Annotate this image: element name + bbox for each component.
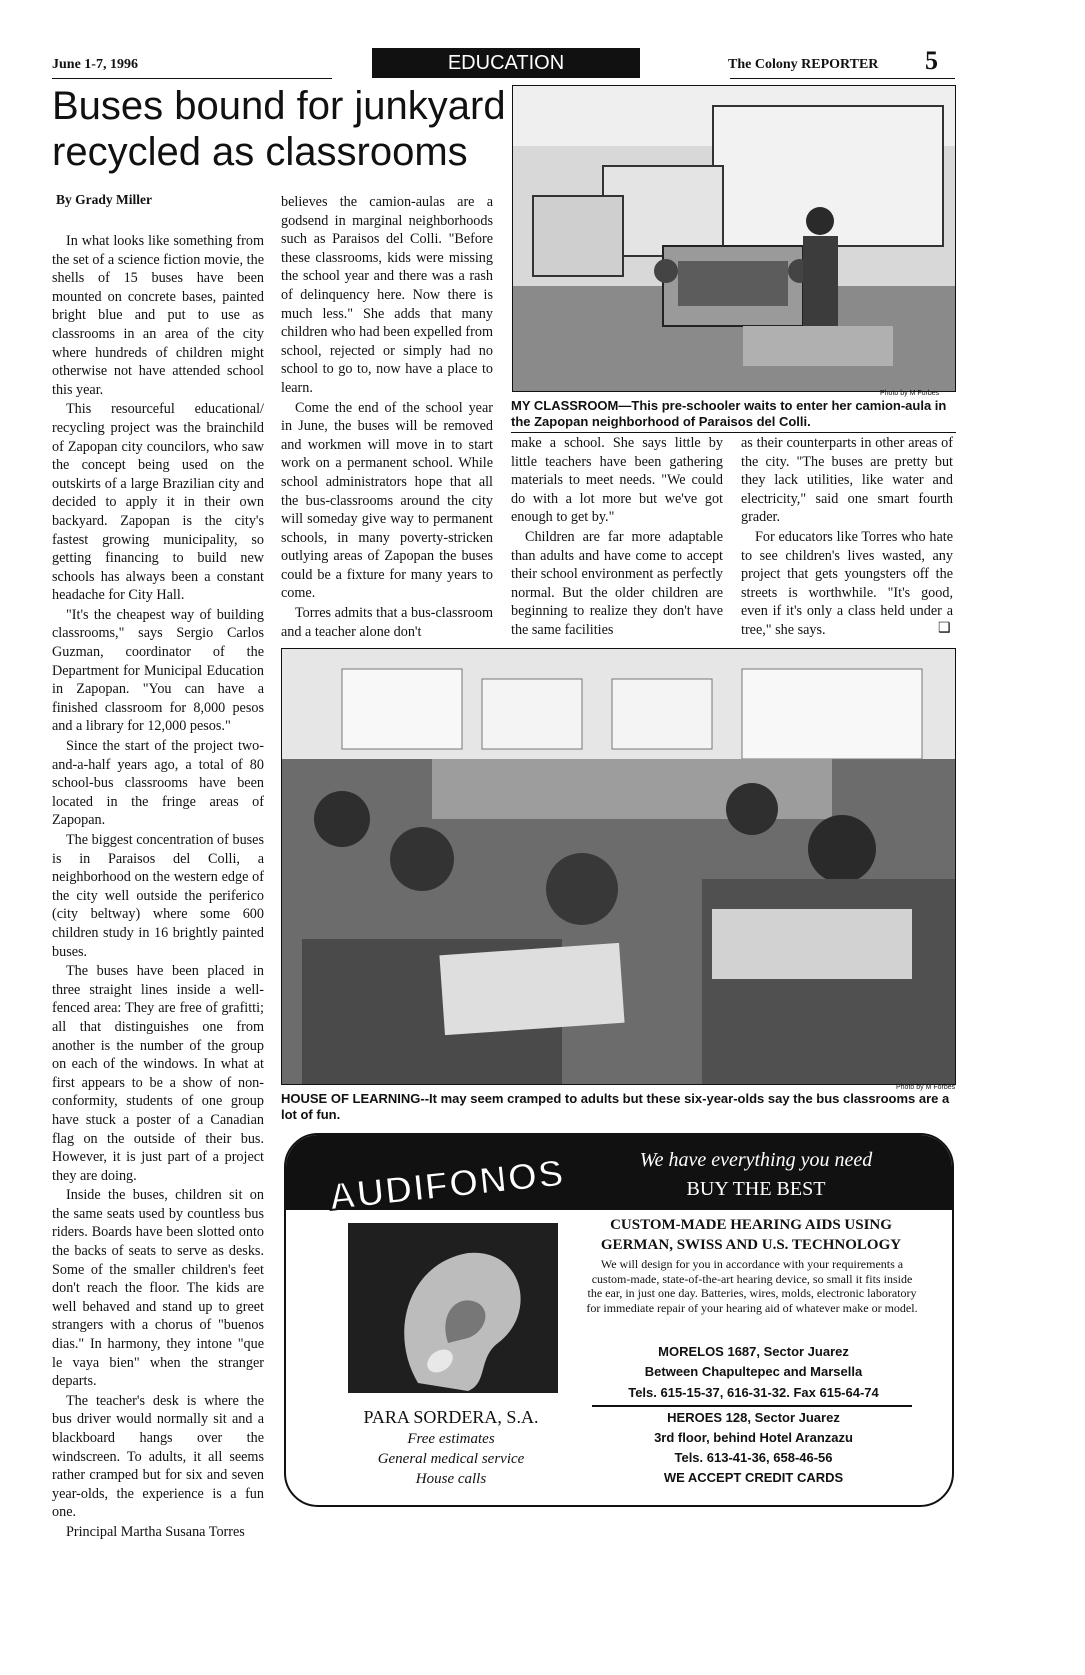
paragraph: In what looks like something from the set of a science fiction movie, the shells of 15 buses have been mounted on concrete bases, painted bright blue and put to use as classrooms in an area of the city where hundreds of children might otherwise not have attended school this year. bbox=[52, 233, 264, 398]
paragraph: This resourceful educational/ recycling project was the brainchild of Zapopan city councilors, who saw the concept being used on the outskirts of a large Brazilian city and decided to apply it in their own backyard. Zapopan is the city's fastest growing municipality, so getting financing to build new schools has always been a constant headache for City Hall. bbox=[52, 401, 264, 604]
photo1-caption: MY CLASSROOM—This pre-schooler waits to enter her camion-aula in the Zapopan neighborhood of Paraisos del Colli. bbox=[511, 398, 947, 429]
paragraph: as their counterparts in other areas of the city. "The buses are pretty but they lack utilities, like water and electricity," said one smart fourth grader. bbox=[741, 435, 953, 526]
paragraph: The buses have been placed in three straight lines inside a well-fenced area: They are free of grafitti; all that distinguishes one from another is the number of the group on each of the windows. In what at first appears to be a show of non-conformity, students of one group have stuck a poster of a Canadian flag on the outside of their bus. However, it is just part of a project they are doing. bbox=[52, 963, 264, 1184]
article-column-2 bbox=[281, 193, 493, 640]
ear-image bbox=[348, 1223, 558, 1393]
ad-address-1-line-2: Between Chapultepec and Marsella bbox=[644, 1364, 863, 1379]
page-number: 5 bbox=[925, 46, 938, 75]
article-column-3 bbox=[511, 434, 723, 642]
paper-name: The Colony REPORTER bbox=[728, 57, 879, 72]
paragraph: Children are far more adaptable than adults and have come to accept their school environment as perfectly normal. But the older children are beginning to realize they don't have the same facilities bbox=[511, 528, 723, 638]
bus-photo-drawing bbox=[513, 86, 955, 391]
ad-body: We will design for you in accordance with your requirements a custom-made, state-of-the-art hearing device, so small it fits inside the ear, in just one day. Batteries, wires, molds, electronic laboratory for immediate repair of your hearing aid of whatever make or model. bbox=[586, 1257, 918, 1315]
paragraph: Since the start of the project two-and-a-half years ago, a total of 80 school-bus classrooms have been located in the fringe areas of Zapopan. bbox=[52, 738, 264, 829]
ad-address-2-line-2: 3rd floor, behind Hotel Aranzazu bbox=[654, 1430, 853, 1445]
ad-heading-2: GERMAN, SWISS AND U.S. TECHNOLOGY bbox=[600, 1237, 902, 1253]
ad-address-2-line-1: HEROES 128, Sector Juarez bbox=[667, 1410, 840, 1425]
header-rule bbox=[52, 78, 332, 79]
paragraph: make a school. She says little by little teachers have been gathering materials to meet needs. "We could do with a lot more but we've got enough to get by." bbox=[511, 435, 723, 526]
photo2-caption: HOUSE OF LEARNING--It may seem cramped to adults but these six-year-olds say the bus classrooms are a lot of fun. bbox=[281, 1091, 950, 1122]
ad-buy-best: BUY THE BEST bbox=[686, 1178, 826, 1200]
hearing-aid-advertisement bbox=[284, 1133, 954, 1507]
ad-service-3: House calls bbox=[415, 1471, 487, 1487]
paragraph: believes the camion-aulas are a godsend in marginal neighborhoods such as Paraisos del Colli. "Before these classrooms, kids were missing the school year and there was a rash of delinquency here. Now there is much less." She adds that many children who had been expelled from school, rejected or simply had no school to go to, now have a place to learn. bbox=[281, 194, 493, 396]
paragraph: Principal Martha Susana Torres bbox=[66, 1523, 245, 1540]
classroom-photo bbox=[281, 648, 956, 1085]
ad-service-2: General medical service bbox=[377, 1451, 525, 1467]
ad-service-1: Free estimates bbox=[407, 1431, 495, 1447]
end-mark-icon: ❑ bbox=[938, 621, 951, 636]
ad-address-2-line-3: Tels. 613-41-36, 658-46-56 bbox=[674, 1450, 833, 1465]
bus-photo bbox=[512, 85, 956, 392]
paragraph: Torres admits that a bus-classroom and a teacher alone don't bbox=[281, 605, 493, 640]
ad-address-1-line-1: MORELOS 1687, Sector Juarez bbox=[658, 1344, 849, 1359]
page-date: June 1-7, 1996 bbox=[52, 57, 138, 72]
paragraph: The biggest concentration of buses is in Paraisos del Colli, a neighborhood on the western edge of the city well outside the periferico (city beltway) where some 600 children study in 16 brightly painted buses. bbox=[52, 832, 264, 960]
byline: By Grady Miller bbox=[56, 192, 152, 207]
ad-company: PARA SORDERA, S.A. bbox=[363, 1407, 539, 1427]
classroom-photo-drawing bbox=[282, 649, 955, 1084]
article-column-4 bbox=[741, 434, 953, 642]
ad-address-1-line-3: Tels. 615-15-37, 616-31-32. Fax 615-64-74 bbox=[628, 1385, 879, 1400]
ad-address-2-line-4: WE ACCEPT CREDIT CARDS bbox=[663, 1470, 844, 1485]
photo1-credit: Photo by M Forbes bbox=[880, 390, 940, 397]
paragraph: Inside the buses, children sit on the same seats used by countless bus riders. Boards have been slotted onto the backs of seats to serve as desks. Some of the smaller children's feet don't reach the floor. The kids are well behaved and stand up to greet strangers with a chorus of "buenos dias." In harmony, they intone "que le vaya bien" when the stranger departs. bbox=[52, 1187, 264, 1390]
header-rule-right bbox=[730, 78, 955, 79]
paragraph: Come the end of the school year in June, the buses will be removed and workmen will move in to start work on a permanent school. While school administrators hope that all the bus-classrooms around the city will someday give way to permanent schools, in many poverty-stricken outlying areas of Zapopan the buses could be a fixture for many years to come. bbox=[281, 399, 493, 602]
headline-line-2: recycled as classrooms bbox=[52, 130, 468, 174]
headline-line-1: Buses bound for junkyard bbox=[52, 84, 506, 128]
paragraph: For educators like Torres who hate to see children's lives wasted, any project that gets youngsters off the streets is worthwhile. "It's good, even if it's only a class held under a tree," she says. bbox=[741, 528, 953, 638]
section-banner: EDUCATION bbox=[372, 48, 640, 78]
ad-divider bbox=[592, 1405, 912, 1407]
ad-slogan: We have everything you need bbox=[639, 1149, 873, 1171]
ad-logo: AUDIFONOS bbox=[326, 1152, 567, 1219]
paragraph: The teacher's desk is where the bus driver would normally sit and a blackboard hangs over the windscreen. To adults, it all seems rather cramped but for six and seven year-olds, the experience is a fun one. bbox=[52, 1392, 264, 1521]
ad-heading-1: CUSTOM-MADE HEARING AIDS USING bbox=[610, 1217, 892, 1233]
paragraph: "It's the cheapest way of building classrooms," says Sergio Carlos Guzman, coordinator of the Department for Municipal Education in Zapopan. "You can have a finished classroom for 8,000 pesos and a library for 12,000 pesos." bbox=[52, 606, 264, 735]
article-column-1 bbox=[52, 232, 264, 1602]
photo2-credit: Photo by M Forbes bbox=[896, 1084, 956, 1091]
caption-rule bbox=[511, 432, 956, 433]
headline bbox=[52, 83, 512, 175]
ear-drawing bbox=[348, 1223, 558, 1393]
